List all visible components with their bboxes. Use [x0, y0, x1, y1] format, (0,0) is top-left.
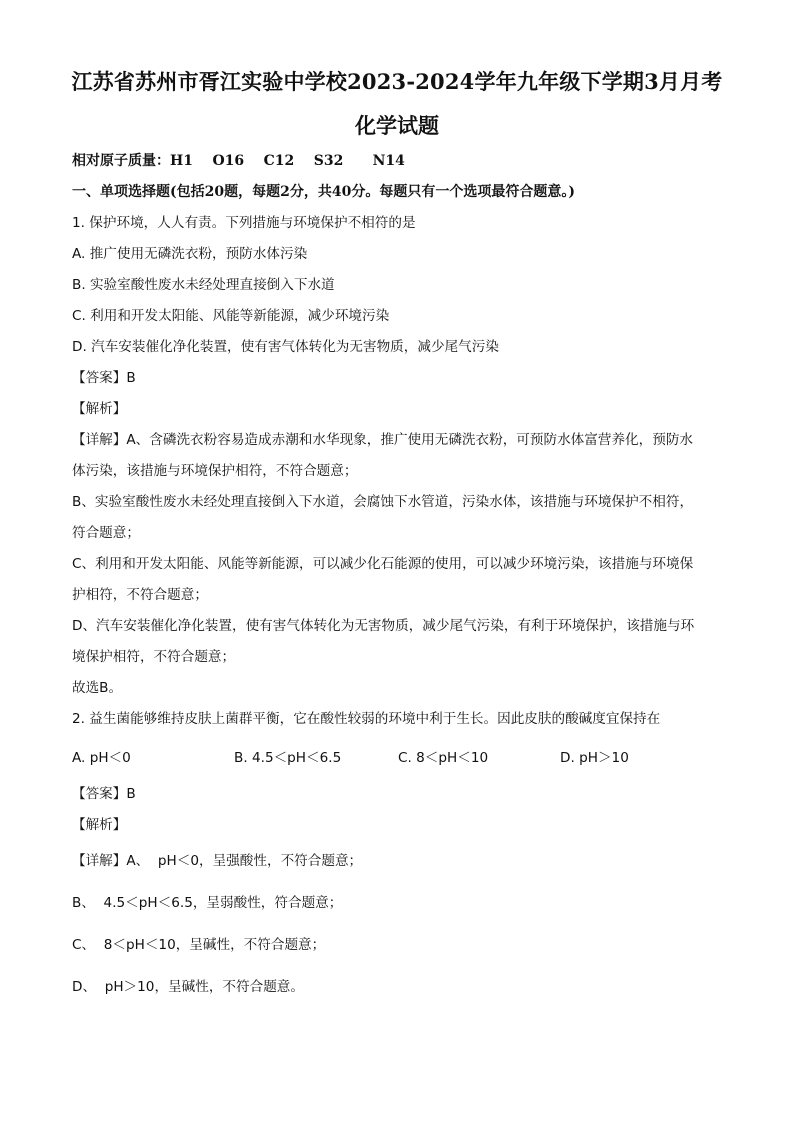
question-1-option-d: D. 汽车安装催化净化装置，使有害气体转化为无害物质，减少尾气污染 [72, 339, 499, 355]
question-2-option-a: A. pH＜0 [72, 750, 131, 766]
section-heading: 一、单项选择题(包括20题，每题2分，共40分。每题只有一个选项最符合题意。) [72, 184, 575, 200]
question-1-option-a: A. 推广使用无磷洗衣粉，预防水体污染 [72, 246, 308, 262]
question-1-option-b: B. 实验室酸性废水未经处理直接倒入下水道 [72, 277, 335, 293]
question-2-detail-line: B、 4.5＜pH＜6.5，呈弱酸性，符合题意； [72, 895, 343, 911]
question-1-detail-line: 境保护相符，不符合题意； [72, 649, 236, 665]
question-2-detail-line: 【详解】A、 pH＜0，呈强酸性，不符合题意； [72, 853, 363, 869]
question-1-detail-line: 符合题意； [72, 525, 140, 541]
question-1-option-c: C. 利用和开发太阳能、风能等新能源，减少环境污染 [72, 308, 390, 324]
document-subtitle: 化学试题 [355, 113, 439, 138]
question-1-analysis: 【解析】 [72, 401, 127, 417]
question-1-detail-line: B、实验室酸性废水未经处理直接倒入下水道，会腐蚀下水管道，污染水体，该措施与环境保护不相符， [72, 494, 694, 510]
question-1-answer: 【答案】B [72, 370, 136, 386]
question-1-detail-line: C、利用和开发太阳能、风能等新能源，可以减少化石能源的使用，可以减少环境污染，该措施与环境保 [72, 556, 694, 572]
question-2-options [72, 746, 722, 766]
question-2-option-c: C. 8＜pH＜10 [398, 750, 489, 766]
question-2-option-b: B. 4.5＜pH＜6.5 [234, 750, 342, 766]
question-1-detail-line: 【详解】A、含磷洗衣粉容易造成赤潮和水华现象，推广使用无磷洗衣粉，可预防水体富营养化，预防水 [72, 432, 694, 448]
question-2-analysis: 【解析】 [72, 817, 127, 833]
question-1-detail-line: 护相符，不符合题意； [72, 587, 208, 603]
question-1-conclusion: 故选B。 [72, 680, 123, 696]
question-1-detail-line: D、汽车安装催化净化装置，使有害气体转化为无害物质，减少尾气污染，有利于环境保护，该措施与环 [72, 618, 695, 634]
document-title: 江苏省苏州市胥江实验中学校2023-2024学年九年级下学期3月月考 [71, 69, 723, 94]
question-2-detail-line: D、 pH＞10，呈碱性，不符合题意。 [72, 979, 304, 995]
question-1-stem: 1. 保护环境，人人有责。下列措施与环境保护不相符的是 [72, 215, 416, 231]
question-2-detail-line: C、 8＜pH＜10，呈碱性，不符合题意； [72, 937, 326, 953]
atomic-mass-line: 相对原子质量：H1 O16 C12 S32 N14 [72, 153, 405, 169]
question-2-answer: 【答案】B [72, 786, 136, 802]
question-2-stem: 2. 益生菌能够维持皮肤上菌群平衡，它在酸性较弱的环境中利于生长。因此皮肤的酸碱度宜保持在 [72, 711, 661, 727]
question-2-option-d: D. pH＞10 [560, 750, 629, 766]
question-1-detail-line: 体污染，该措施与环境保护相符，不符合题意； [72, 463, 358, 479]
